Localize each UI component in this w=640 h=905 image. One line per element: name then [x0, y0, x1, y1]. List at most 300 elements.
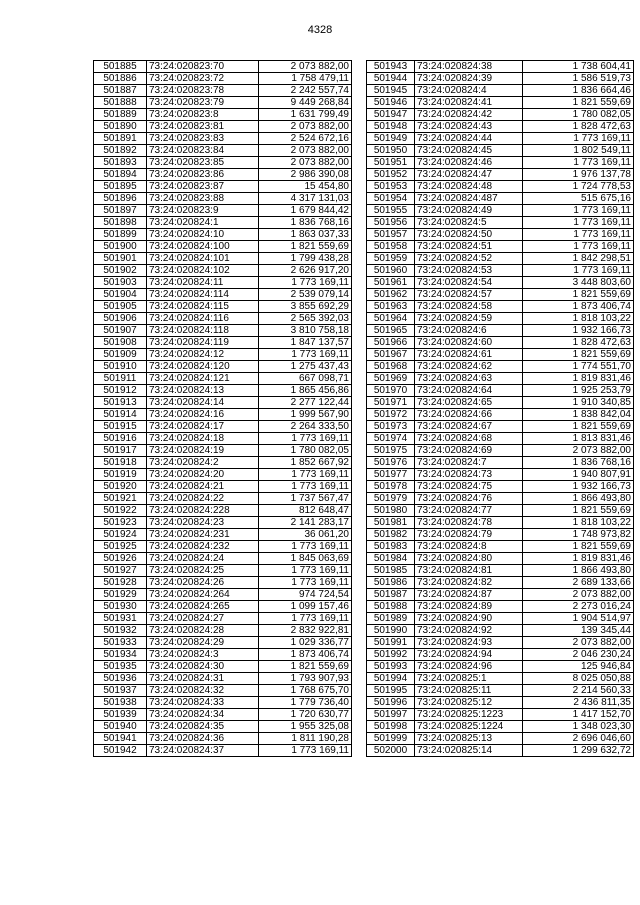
row-number: 501901	[94, 253, 147, 265]
cadastral-number: 73:24:020824:26	[147, 577, 259, 589]
cadastral-value: 2 073 882,00	[523, 637, 634, 649]
cadastral-value: 1 793 907,93	[259, 673, 352, 685]
table-row	[367, 217, 634, 229]
cadastral-number: 73:24:020824:44	[415, 133, 523, 145]
table-row	[94, 205, 352, 217]
table-row	[94, 301, 352, 313]
row-number: 501989	[367, 613, 415, 625]
row-number: 501985	[367, 565, 415, 577]
table-row	[367, 241, 634, 253]
cadastral-value: 1 780 082,05	[523, 109, 634, 121]
cadastral-number: 73:24:020825:1	[415, 673, 523, 685]
cadastral-value: 1 955 325,08	[259, 721, 352, 733]
cadastral-number: 73:24:020824:79	[415, 529, 523, 541]
cadastral-number: 73:24:020824:81	[415, 565, 523, 577]
table-row	[94, 517, 352, 529]
row-number: 501971	[367, 397, 415, 409]
cadastral-value: 1 773 169,11	[259, 481, 352, 493]
row-number: 501917	[94, 445, 147, 457]
row-number: 501918	[94, 457, 147, 469]
cadastral-value: 2 264 333,50	[259, 421, 352, 433]
table-row	[94, 121, 352, 133]
row-number: 501922	[94, 505, 147, 517]
cadastral-number: 73:24:020824:1	[147, 217, 259, 229]
row-number: 501995	[367, 685, 415, 697]
cadastral-number: 73:24:020824:100	[147, 241, 259, 253]
table-row	[94, 481, 352, 493]
row-number: 501980	[367, 505, 415, 517]
cadastral-number: 73:24:020824:45	[415, 145, 523, 157]
table-row	[94, 229, 352, 241]
cadastral-value: 1 029 336,77	[259, 637, 352, 649]
cadastral-value: 1 999 567,90	[259, 409, 352, 421]
row-number: 501930	[94, 601, 147, 613]
cadastral-number: 73:24:020824:65	[415, 397, 523, 409]
row-number: 501977	[367, 469, 415, 481]
cadastral-number: 73:24:020824:118	[147, 325, 259, 337]
row-number: 501987	[367, 589, 415, 601]
cadastral-number: 73:24:020824:232	[147, 541, 259, 553]
row-number: 501935	[94, 661, 147, 673]
row-number: 501983	[367, 541, 415, 553]
cadastral-value: 1 932 166,73	[523, 325, 634, 337]
cadastral-value: 1 821 559,69	[523, 505, 634, 517]
row-number: 501984	[367, 553, 415, 565]
cadastral-value: 2 073 882,00	[259, 61, 352, 73]
cadastral-value: 1 275 437,43	[259, 361, 352, 373]
row-number: 501973	[367, 421, 415, 433]
cadastral-number: 73:24:020824:25	[147, 565, 259, 577]
cadastral-value: 1 780 082,05	[259, 445, 352, 457]
cadastral-value: 1 813 831,46	[523, 433, 634, 445]
cadastral-value: 1 737 567,47	[259, 493, 352, 505]
cadastral-value: 1 836 768,16	[523, 457, 634, 469]
row-number: 501992	[367, 649, 415, 661]
table-row	[367, 85, 634, 97]
cadastral-value: 1 299 632,72	[523, 745, 634, 757]
table-row	[367, 253, 634, 265]
cadastral-value: 1 873 406,74	[523, 301, 634, 313]
cadastral-number: 73:24:020824:39	[415, 73, 523, 85]
row-number: 501923	[94, 517, 147, 529]
row-number: 501976	[367, 457, 415, 469]
cadastral-value: 1 802 549,11	[523, 145, 634, 157]
cadastral-number: 73:24:020824:80	[415, 553, 523, 565]
row-number: 501891	[94, 133, 147, 145]
row-number: 501967	[367, 349, 415, 361]
table-row	[367, 661, 634, 673]
row-number: 501949	[367, 133, 415, 145]
cadastral-value: 2 073 882,00	[259, 145, 352, 157]
cadastral-number: 73:24:020824:62	[415, 361, 523, 373]
row-number: 501974	[367, 433, 415, 445]
row-number: 501996	[367, 697, 415, 709]
cadastral-number: 73:24:020824:69	[415, 445, 523, 457]
table-row	[94, 337, 352, 349]
cadastral-value: 2 073 882,00	[523, 445, 634, 457]
table-row	[367, 97, 634, 109]
cadastral-value: 1 836 768,16	[259, 217, 352, 229]
cadastral-number: 73:24:020823:9	[147, 205, 259, 217]
cadastral-value: 1 845 063,69	[259, 553, 352, 565]
page-number: 4328	[307, 24, 333, 36]
table-row	[367, 601, 634, 613]
table-row	[367, 721, 634, 733]
table-row	[367, 637, 634, 649]
cadastral-number: 73:24:020824:17	[147, 421, 259, 433]
row-number: 501936	[94, 673, 147, 685]
row-number: 501933	[94, 637, 147, 649]
cadastral-value: 1 873 406,74	[259, 649, 352, 661]
cadastral-value: 1 811 190,28	[259, 733, 352, 745]
cadastral-value: 139 345,44	[523, 625, 634, 637]
table-row	[367, 745, 634, 757]
table-row	[94, 157, 352, 169]
table-row	[94, 193, 352, 205]
cadastral-value: 1 768 675,70	[259, 685, 352, 697]
table-row	[94, 217, 352, 229]
cadastral-value: 1 865 456,86	[259, 385, 352, 397]
cadastral-value: 3 448 803,60	[523, 277, 634, 289]
cadastral-value: 1 821 559,69	[523, 289, 634, 301]
row-number: 502000	[367, 745, 415, 757]
table-row	[94, 349, 352, 361]
table-row	[367, 553, 634, 565]
cadastral-value: 1 910 340,85	[523, 397, 634, 409]
table-row	[367, 589, 634, 601]
cadastral-number: 73:24:020824:92	[415, 625, 523, 637]
cadastral-value: 1 773 169,11	[259, 613, 352, 625]
cadastral-value: 974 724,54	[259, 589, 352, 601]
cadastral-number: 73:24:020824:68	[415, 433, 523, 445]
table-row	[94, 469, 352, 481]
cadastral-value: 1 773 169,11	[523, 157, 634, 169]
table-row	[367, 493, 634, 505]
row-number: 501903	[94, 277, 147, 289]
table-row	[367, 313, 634, 325]
cadastral-number: 73:24:020824:3	[147, 649, 259, 661]
cadastral-number: 73:24:020824:76	[415, 493, 523, 505]
row-number: 501890	[94, 121, 147, 133]
cadastral-number: 73:24:020824:96	[415, 661, 523, 673]
cadastral-value: 1 838 842,04	[523, 409, 634, 421]
row-number: 501999	[367, 733, 415, 745]
cadastral-number: 73:24:020824:93	[415, 637, 523, 649]
cadastral-number: 73:24:020824:64	[415, 385, 523, 397]
cadastral-value: 1 836 664,46	[523, 85, 634, 97]
table-row	[94, 169, 352, 181]
cadastral-number: 73:24:020824:101	[147, 253, 259, 265]
table-row	[367, 457, 634, 469]
row-number: 501906	[94, 313, 147, 325]
cadastral-value: 1 773 169,11	[259, 349, 352, 361]
table-row	[94, 457, 352, 469]
cadastral-value: 1 773 169,11	[523, 265, 634, 277]
cadastral-number: 73:24:020823:87	[147, 181, 259, 193]
row-number: 501896	[94, 193, 147, 205]
table-row	[94, 529, 352, 541]
table-row	[94, 433, 352, 445]
cadastral-value: 2 524 672,16	[259, 133, 352, 145]
cadastral-value: 1 773 169,11	[523, 217, 634, 229]
table-row	[367, 577, 634, 589]
row-number: 501955	[367, 205, 415, 217]
cadastral-number: 73:24:020824:4	[415, 85, 523, 97]
row-number: 501931	[94, 613, 147, 625]
cadastral-value: 8 025 050,88	[523, 673, 634, 685]
cadastral-value: 2 073 882,00	[259, 121, 352, 133]
row-number: 501910	[94, 361, 147, 373]
table-row	[367, 325, 634, 337]
row-number: 501961	[367, 277, 415, 289]
cadastral-value: 2 073 882,00	[523, 589, 634, 601]
row-number: 501940	[94, 721, 147, 733]
row-number: 501981	[367, 517, 415, 529]
cadastral-number: 73:24:020824:75	[415, 481, 523, 493]
row-number: 501913	[94, 397, 147, 409]
cadastral-value: 1 773 169,11	[259, 577, 352, 589]
table-row	[367, 289, 634, 301]
row-number: 501946	[367, 97, 415, 109]
cadastral-value: 2 539 079,14	[259, 289, 352, 301]
row-number: 501908	[94, 337, 147, 349]
cadastral-value: 1 866 493,80	[523, 565, 634, 577]
table-row	[94, 541, 352, 553]
table-row	[367, 469, 634, 481]
cadastral-value: 1 821 559,69	[523, 97, 634, 109]
row-number: 501939	[94, 709, 147, 721]
table-row	[94, 265, 352, 277]
cadastral-number: 73:24:020824:54	[415, 277, 523, 289]
cadastral-value: 667 098,71	[259, 373, 352, 385]
cadastral-number: 73:24:020824:121	[147, 373, 259, 385]
cadastral-number: 73:24:020824:2	[147, 457, 259, 469]
table-row	[94, 181, 352, 193]
table-row	[367, 169, 634, 181]
row-number: 501889	[94, 109, 147, 121]
table-row	[94, 493, 352, 505]
row-number: 501945	[367, 85, 415, 97]
table-row	[367, 649, 634, 661]
cadastral-number: 73:24:020824:228	[147, 505, 259, 517]
table-row	[367, 625, 634, 637]
cadastral-number: 73:24:020824:119	[147, 337, 259, 349]
row-number: 501916	[94, 433, 147, 445]
table-row	[94, 637, 352, 649]
cadastral-value: 1 586 519,73	[523, 73, 634, 85]
cadastral-value: 1 099 157,46	[259, 601, 352, 613]
table-row	[94, 709, 352, 721]
table-row	[94, 373, 352, 385]
row-number: 501970	[367, 385, 415, 397]
table-row	[367, 697, 634, 709]
table-row	[94, 589, 352, 601]
table-row	[94, 277, 352, 289]
row-number: 501991	[367, 637, 415, 649]
row-number: 501982	[367, 529, 415, 541]
cadastral-value: 1 773 169,11	[259, 565, 352, 577]
table-row	[367, 337, 634, 349]
row-number: 501962	[367, 289, 415, 301]
cadastral-value: 1 940 807,91	[523, 469, 634, 481]
row-number: 501958	[367, 241, 415, 253]
cadastral-number: 73:24:020824:47	[415, 169, 523, 181]
table-row	[94, 85, 352, 97]
cadastral-value: 1 866 493,80	[523, 493, 634, 505]
cadastral-value: 2 273 016,24	[523, 601, 634, 613]
table-row	[94, 565, 352, 577]
row-number: 501951	[367, 157, 415, 169]
cadastral-number: 73:24:020824:28	[147, 625, 259, 637]
table-row	[94, 625, 352, 637]
table-row	[367, 349, 634, 361]
cadastral-number: 73:24:020823:81	[147, 121, 259, 133]
cadastral-number: 73:24:020824:35	[147, 721, 259, 733]
table-row	[94, 601, 352, 613]
table-row	[367, 121, 634, 133]
cadastral-value: 2 436 811,35	[523, 697, 634, 709]
cadastral-number: 73:24:020824:57	[415, 289, 523, 301]
cadastral-number: 73:24:020823:84	[147, 145, 259, 157]
table-row	[367, 73, 634, 85]
row-number: 501943	[367, 61, 415, 73]
row-number: 501960	[367, 265, 415, 277]
cadastral-number: 73:24:020824:94	[415, 649, 523, 661]
row-number: 501921	[94, 493, 147, 505]
cadastral-value: 1 724 778,53	[523, 181, 634, 193]
table-row	[367, 181, 634, 193]
table-row	[367, 385, 634, 397]
cadastral-value: 2 141 283,17	[259, 517, 352, 529]
cadastral-value: 1 821 559,69	[523, 541, 634, 553]
table-row	[367, 505, 634, 517]
table-row	[94, 241, 352, 253]
row-number: 501912	[94, 385, 147, 397]
row-number: 501909	[94, 349, 147, 361]
table-row	[94, 73, 352, 85]
row-number: 501956	[367, 217, 415, 229]
cadastral-number: 73:24:020825:13	[415, 733, 523, 745]
table-row	[94, 409, 352, 421]
cadastral-number: 73:24:020824:18	[147, 433, 259, 445]
row-number: 501907	[94, 325, 147, 337]
cadastral-value: 1 758 479,11	[259, 73, 352, 85]
cadastral-value: 1 773 169,11	[259, 277, 352, 289]
cadastral-value: 2 832 922,81	[259, 625, 352, 637]
cadastral-value: 1 976 137,78	[523, 169, 634, 181]
cadastral-number: 73:24:020824:8	[415, 541, 523, 553]
cadastral-number: 73:24:020824:58	[415, 301, 523, 313]
row-number: 501986	[367, 577, 415, 589]
table-row	[94, 421, 352, 433]
cadastral-number: 73:24:020824:14	[147, 397, 259, 409]
cadastral-value: 2 689 133,66	[523, 577, 634, 589]
row-number: 501915	[94, 421, 147, 433]
cadastral-number: 73:24:020824:53	[415, 265, 523, 277]
cadastral-number: 73:24:020824:102	[147, 265, 259, 277]
row-number: 501899	[94, 229, 147, 241]
cadastral-value: 1 863 037,33	[259, 229, 352, 241]
cadastral-value: 2 073 882,00	[259, 157, 352, 169]
cadastral-value: 1 679 844,42	[259, 205, 352, 217]
row-number: 501988	[367, 601, 415, 613]
table-row	[367, 61, 634, 73]
cadastral-number: 73:24:020824:51	[415, 241, 523, 253]
table-row	[367, 433, 634, 445]
cadastral-value: 2 986 390,08	[259, 169, 352, 181]
cadastral-number: 73:24:020824:231	[147, 529, 259, 541]
cadastral-value: 812 648,47	[259, 505, 352, 517]
cadastral-number: 73:24:020824:33	[147, 697, 259, 709]
cadastral-number: 73:24:020823:8	[147, 109, 259, 121]
row-number: 501925	[94, 541, 147, 553]
cadastral-number: 73:24:020824:41	[415, 97, 523, 109]
cadastral-number: 73:24:020825:11	[415, 685, 523, 697]
cadastral-value: 1 799 438,28	[259, 253, 352, 265]
cadastral-value: 4 317 131,03	[259, 193, 352, 205]
row-number: 501978	[367, 481, 415, 493]
table-row	[367, 205, 634, 217]
table-row	[94, 673, 352, 685]
table-row	[367, 145, 634, 157]
cadastral-number: 73:24:020823:86	[147, 169, 259, 181]
cadastral-number: 73:24:020824:52	[415, 253, 523, 265]
cadastral-number: 73:24:020824:23	[147, 517, 259, 529]
row-number: 501964	[367, 313, 415, 325]
row-number: 501994	[367, 673, 415, 685]
cadastral-value: 1 348 023,30	[523, 721, 634, 733]
row-number: 501920	[94, 481, 147, 493]
table-row	[367, 481, 634, 493]
row-number: 501965	[367, 325, 415, 337]
cadastral-value: 1 417 152,70	[523, 709, 634, 721]
table-row	[367, 541, 634, 553]
cadastral-number: 73:24:020825:14	[415, 745, 523, 757]
table-row	[367, 733, 634, 745]
cadastral-value: 1 773 169,11	[259, 433, 352, 445]
table-row	[367, 229, 634, 241]
cadastral-value: 1 720 630,77	[259, 709, 352, 721]
cadastral-number: 73:24:020824:36	[147, 733, 259, 745]
cadastral-number: 73:24:020824:63	[415, 373, 523, 385]
table-row	[94, 721, 352, 733]
row-number: 501894	[94, 169, 147, 181]
cadastral-number: 73:24:020824:115	[147, 301, 259, 313]
cadastral-number: 73:24:020824:34	[147, 709, 259, 721]
row-number: 501941	[94, 733, 147, 745]
row-number: 501968	[367, 361, 415, 373]
cadastral-number: 73:24:020824:42	[415, 109, 523, 121]
cadastral-number: 73:24:020824:90	[415, 613, 523, 625]
row-number: 501926	[94, 553, 147, 565]
row-number: 501979	[367, 493, 415, 505]
cadastral-number: 73:24:020824:6	[415, 325, 523, 337]
table-row	[94, 613, 352, 625]
table-row	[367, 301, 634, 313]
row-number: 501952	[367, 169, 415, 181]
cadastral-number: 73:24:020824:66	[415, 409, 523, 421]
cadastral-value: 1 828 472,63	[523, 337, 634, 349]
row-number: 501969	[367, 373, 415, 385]
cadastral-value: 15 454,80	[259, 181, 352, 193]
table-row	[94, 685, 352, 697]
cadastral-value: 515 675,16	[523, 193, 634, 205]
cadastral-value: 2 214 560,33	[523, 685, 634, 697]
cadastral-table-left	[93, 60, 352, 757]
row-number: 501892	[94, 145, 147, 157]
row-number: 501932	[94, 625, 147, 637]
table-row	[94, 325, 352, 337]
